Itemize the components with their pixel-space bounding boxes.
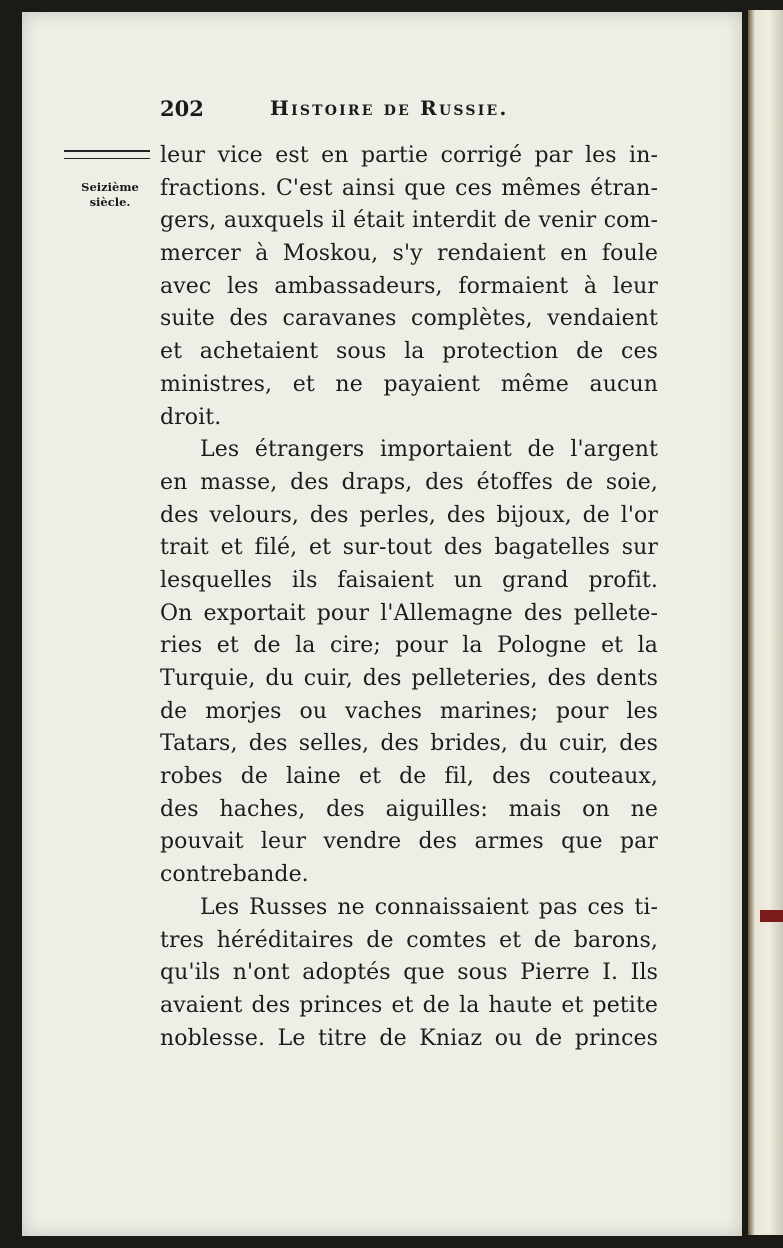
text-line: ministres, et ne payaient même aucun [160,371,658,397]
text-line: trait et filé, et sur-tout des bagatelles sur [160,535,658,561]
text-line: Turquie, du cuir, des pelleteries, des dents [160,666,658,691]
text-line: avaient des princes et de la haute et petite [160,992,658,1018]
text-line: On exportait pour l'Allemagne des pellete- [160,600,658,626]
text-line: mercer à Moskou, s'y rendaient en foule [160,241,658,267]
margin-note [74,180,146,210]
page-edge [748,10,783,1235]
text-line: droit. [160,404,222,430]
text-line: Tatars, des selles, des brides, du cuir, des [160,731,658,757]
text-line: gers, auxquels il était interdit de venir com- [160,208,658,234]
text-line: ries et de la cire; pour la Pologne et la [160,633,658,659]
margin-note-line: siècle. [89,195,131,209]
text-line: des haches, des aiguilles: mais on ne [160,796,658,822]
page-number: 202 [160,96,204,121]
text-line: leur vice est en partie corrigé par les in- [160,143,658,168]
text-line: robes de laine et de fil, des couteaux, [160,764,658,790]
text-line: contrebande. [160,862,309,888]
text-line: pouvait leur vendre des armes que par [160,829,658,855]
text-line: des velours, des perles, des bijoux, de l'or [160,502,658,528]
text-line: Les étrangers importaient de l'argent [200,437,658,463]
running-title: Histoire de Russie. [270,96,509,120]
text-line: qu'ils n'ont adoptés que sous Pierre I. Ils [160,960,658,986]
text-line: suite des caravanes complètes, vendaient [160,306,658,332]
text-line: fractions. C'est ainsi que ces mêmes étran- [160,175,658,201]
margin-note-line: Seizième [81,180,139,194]
text-line: tres héréditaires de comtes et de barons, [160,927,658,953]
text-line: lesquelles ils faisaient un grand profit. [160,567,658,593]
text-line: noblesse. Le titre de Kniaz ou de princes [160,1025,658,1051]
text-line: et achetaient sous la protection de ces [160,339,658,365]
text-line: avec les ambassadeurs, formaient à leur [160,273,658,299]
text-line: en masse, des draps, des étoffes de soie, [160,469,658,495]
text-line: Les Russes ne connaissaient pas ces ti- [200,894,658,920]
page-header [160,92,654,132]
body-text [160,140,658,1055]
bookmark-ribbon [760,910,783,922]
text-line: de morjes ou vaches marines; pour les [160,698,658,724]
margin-rule [64,150,150,159]
